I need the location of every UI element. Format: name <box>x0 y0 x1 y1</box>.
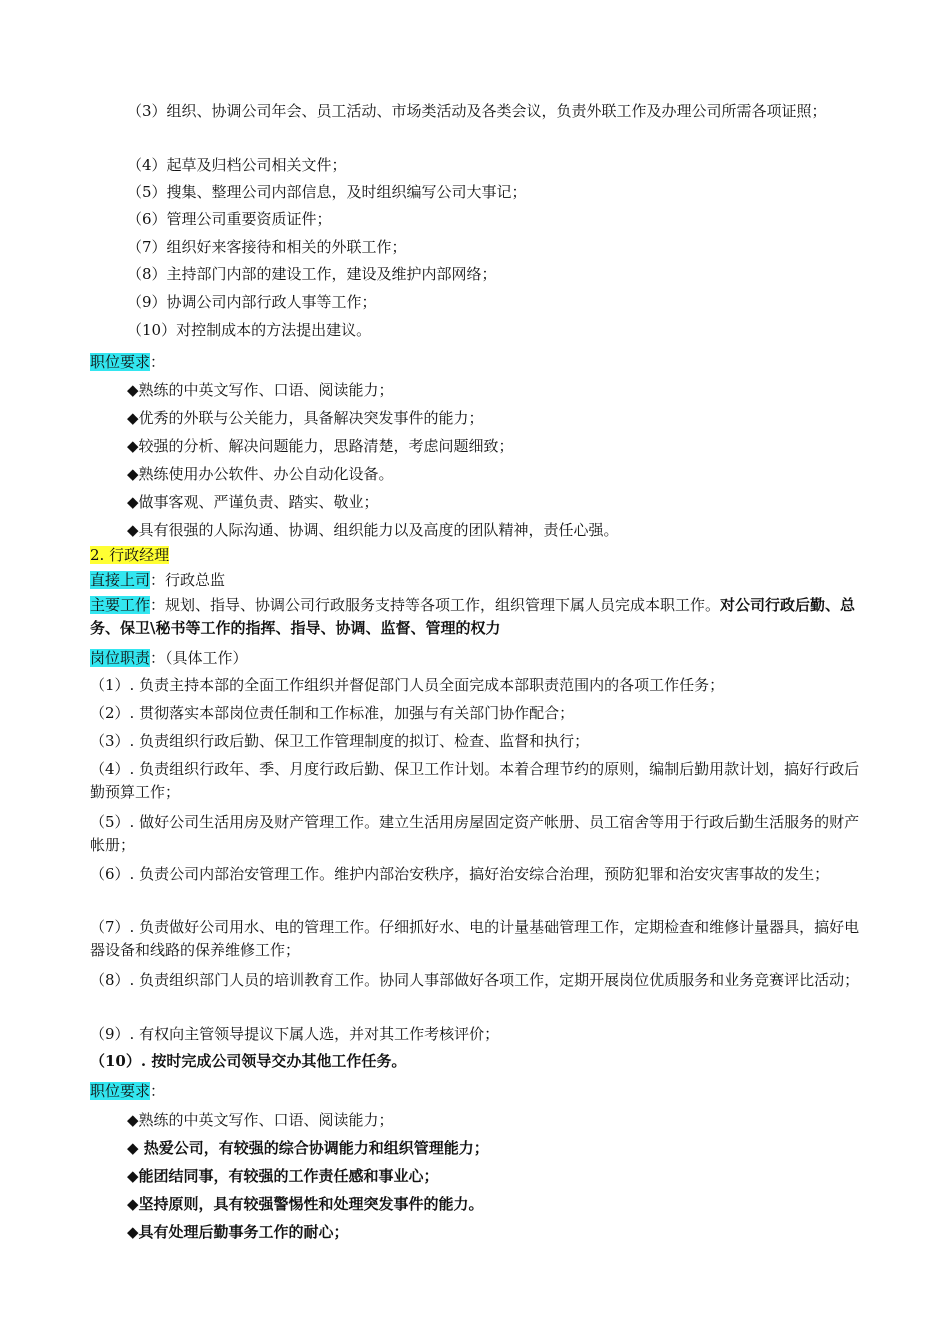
main-work: 主要工作：规划、指导、协调公司行政服务支持等各项工作，组织管理下属人员完成本职工作。对公司行政后勤、总务、保卫\秘书等工作的指挥、指导、协调、监督、管理的权力 <box>90 596 856 637</box>
duty-item: （9）. 有权向主管领导提议下属人选，并对其工作考核评价； <box>90 1025 500 1043</box>
duty-item: （8）主持部门内部的建设工作，建设及维护内部网络； <box>127 265 497 283</box>
duty-item: （3）. 负责组织行政后勤、保卫工作管理制度的拟订、检查、监督和执行； <box>90 732 590 750</box>
requirement-item: ◆ 热爱公司，有较强的综合协调能力和组织管理能力； <box>127 1139 489 1157</box>
duty-item: （6）. 负责公司内部治安管理工作。维护内部治安秩序，搞好治安综合治理，预防犯罪和治安灾害事故的发生； <box>90 865 830 883</box>
req-label: 职位要求 <box>90 1082 151 1100</box>
section-label: 职位要求： <box>90 353 166 371</box>
duty-item: （10）对控制成本的方法提出建议。 <box>127 321 372 339</box>
requirement-item: ◆具有处理后勤事务工作的耐心； <box>127 1223 349 1241</box>
requirement-item: ◆具有很强的人际沟通、协调、组织能力以及高度的团队精神，责任心强。 <box>127 521 619 539</box>
duty-item: （4）. 负责组织行政年、季、月度行政后勤、保卫工作计划。本着合理节约的原则，编制后勤用款计划，搞好行政后勤预算工作； <box>90 760 860 801</box>
boss-label: 直接上司 <box>90 571 151 589</box>
requirement-item: ◆熟练使用办公软件、办公自动化设备。 <box>127 465 394 483</box>
duty-item: （9）协调公司内部行政人事等工作； <box>127 293 377 311</box>
duty-item: （5）搜集、整理公司内部信息，及时组织编写公司大事记； <box>127 183 527 201</box>
requirement-item: ◆优秀的外联与公关能力，具备解决突发事件的能力； <box>127 409 484 427</box>
duty-item: （7）组织好来客接待和相关的外联工作； <box>127 238 407 256</box>
duty-label: 岗位职责 <box>90 649 151 667</box>
requirement-item: ◆熟练的中英文写作、口语、阅读能力； <box>127 1111 394 1129</box>
duty-item: （5）. 做好公司生活用房及财产管理工作。建立生活用房屋固定资产帐册、员工宿舍等用于行政后勤生活服务的财产帐册； <box>90 813 860 854</box>
duty-item: （10）. 按时完成公司领导交办其他工作任务。 <box>90 1052 407 1070</box>
duty-item: （4）起草及归档公司相关文件； <box>127 156 347 174</box>
requirement-item: ◆能团结同事，有较强的工作责任感和事业心； <box>127 1167 439 1185</box>
section-heading: 2. 行政经理 <box>90 546 170 564</box>
duty-item: （3）组织、协调公司年会、员工活动、市场类活动及各类会议，负责外联工作及办理公司所需各项证照； <box>127 102 827 120</box>
duty-item: （8）. 负责组织部门人员的培训教育工作。协同人事部做好各项工作，定期开展岗位优质服务和业务竞赛评比活动； <box>90 971 860 989</box>
requirement-item: ◆做事客观、严谨负责、踏实、敬业； <box>127 493 379 511</box>
req-label: 职位要求 <box>90 353 151 371</box>
work-label: 主要工作 <box>90 596 151 614</box>
duty-header: 岗位职责：（具体工作） <box>90 649 248 667</box>
requirement-item: ◆熟练的中英文写作、口语、阅读能力； <box>127 381 394 399</box>
duty-item: （7）. 负责做好公司用水、电的管理工作。仔细抓好水、电的计量基础管理工作，定期检查和维修计量器具，搞好电器设备和线路的保养维修工作； <box>90 918 860 959</box>
duty-item: （6）管理公司重要资质证件； <box>127 210 332 228</box>
duty-item: （1）. 负责主持本部的全面工作组织并督促部门人员全面完成本部职责范围内的各项工作任务； <box>90 676 725 694</box>
duty-item: （2）. 贯彻落实本部岗位责任制和工作标准，加强与有关部门协作配合； <box>90 704 575 722</box>
requirement-item: ◆坚持原则，具有较强警惕性和处理突发事件的能力。 <box>127 1195 484 1213</box>
boss-line: 直接上司：行政总监 <box>90 571 226 589</box>
requirement-item: ◆较强的分析、解决问题能力，思路清楚，考虑问题细致； <box>127 437 514 455</box>
section-label: 职位要求： <box>90 1082 166 1100</box>
